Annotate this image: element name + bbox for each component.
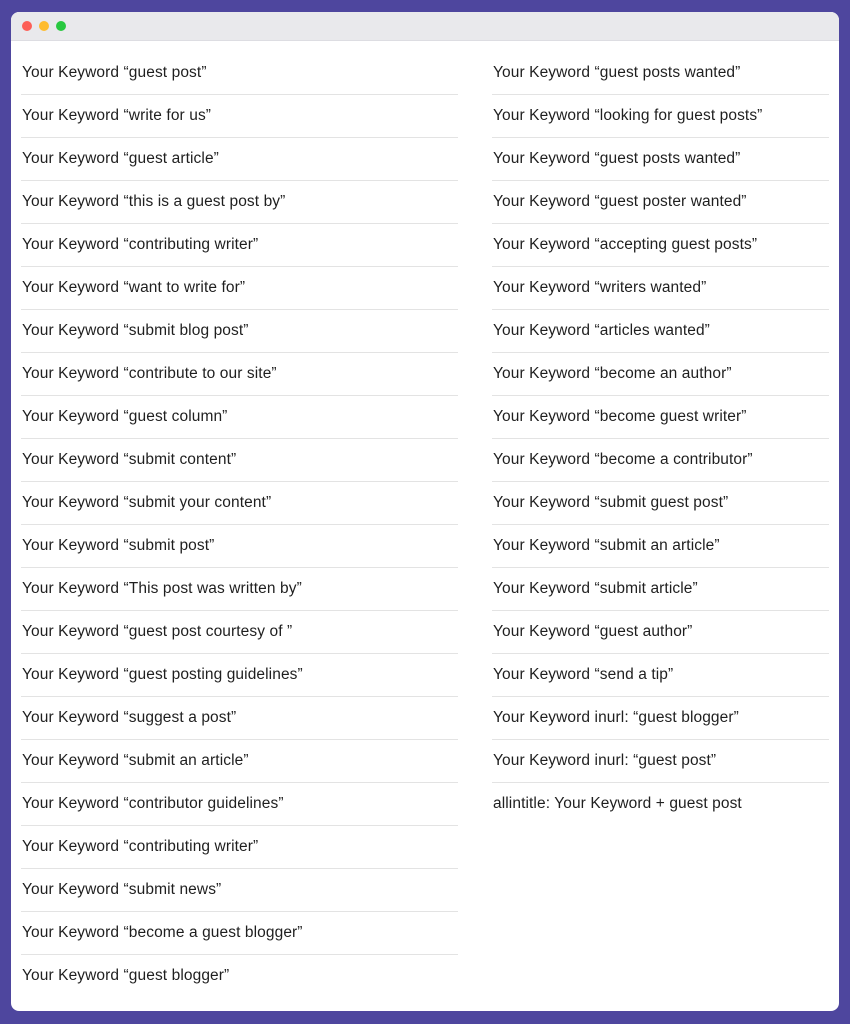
list-item xyxy=(492,396,829,439)
list-item xyxy=(492,224,829,267)
keyword-text: Your Keyword inurl: “guest blogger” xyxy=(493,709,739,726)
keyword-text: Your Keyword “submit your content” xyxy=(22,494,272,511)
list-item xyxy=(21,353,458,396)
keyword-text: Your Keyword “guest posts wanted” xyxy=(493,150,741,167)
list-item xyxy=(492,482,829,525)
list-item xyxy=(492,353,829,396)
maximize-window-button[interactable] xyxy=(56,21,66,31)
list-item xyxy=(492,138,829,181)
keyword-text: Your Keyword “become a guest blogger” xyxy=(22,924,303,941)
list-item xyxy=(21,439,458,482)
keyword-text: Your Keyword “contribute to our site” xyxy=(22,365,277,382)
keyword-text: Your Keyword “guest post” xyxy=(22,64,207,81)
keyword-text: Your Keyword “submit an article” xyxy=(22,752,249,769)
list-item xyxy=(492,611,829,654)
keyword-text: Your Keyword “accepting guest posts” xyxy=(493,236,758,253)
keyword-list-right xyxy=(492,52,829,825)
keyword-text: Your Keyword inurl: “guest post” xyxy=(493,752,717,769)
keyword-text: Your Keyword “suggest a post” xyxy=(22,709,237,726)
list-item xyxy=(492,310,829,353)
list-item xyxy=(492,740,829,783)
list-item xyxy=(21,869,458,912)
close-window-button[interactable] xyxy=(22,21,32,31)
keyword-text: Your Keyword “This post was written by” xyxy=(22,580,302,597)
keyword-text: Your Keyword “guest post courtesy of ” xyxy=(22,623,293,640)
keyword-text: Your Keyword “guest posting guidelines” xyxy=(22,666,303,683)
keyword-text: Your Keyword “send a tip” xyxy=(493,666,674,683)
list-item xyxy=(21,181,458,224)
list-item xyxy=(492,439,829,482)
list-item xyxy=(21,740,458,783)
list-item xyxy=(21,611,458,654)
keyword-text: Your Keyword “contributor guidelines” xyxy=(22,795,284,812)
minimize-window-button[interactable] xyxy=(39,21,49,31)
keyword-text: Your Keyword “guest posts wanted” xyxy=(493,64,741,81)
list-item xyxy=(492,783,829,825)
keyword-text: Your Keyword “submit article” xyxy=(493,580,698,597)
list-item xyxy=(492,181,829,224)
keyword-text: Your Keyword “write for us” xyxy=(22,107,212,124)
keyword-text: Your Keyword “want to write for” xyxy=(22,279,246,296)
list-item xyxy=(21,224,458,267)
keyword-text: Your Keyword “guest blogger” xyxy=(22,967,230,984)
keyword-text: Your Keyword “guest poster wanted” xyxy=(493,193,747,210)
keyword-text: Your Keyword “submit blog post” xyxy=(22,322,249,339)
list-item xyxy=(21,826,458,869)
list-item xyxy=(21,310,458,353)
list-item xyxy=(21,396,458,439)
list-item xyxy=(21,267,458,310)
list-item xyxy=(492,568,829,611)
keyword-text: Your Keyword “become a contributor” xyxy=(493,451,753,468)
list-item xyxy=(21,52,458,95)
keyword-list-left xyxy=(21,52,458,997)
list-item xyxy=(21,568,458,611)
list-item xyxy=(492,697,829,740)
list-item xyxy=(492,654,829,697)
keyword-text: Your Keyword “articles wanted” xyxy=(493,322,710,339)
list-item xyxy=(492,525,829,568)
list-item xyxy=(21,955,458,997)
keyword-text: Your Keyword “submit content” xyxy=(22,451,237,468)
list-item xyxy=(21,525,458,568)
keyword-text: Your Keyword “writers wanted” xyxy=(493,279,707,296)
list-item xyxy=(21,697,458,740)
app-window xyxy=(11,12,839,1011)
list-item xyxy=(492,267,829,310)
title-bar xyxy=(11,12,839,41)
keyword-text: Your Keyword “this is a guest post by” xyxy=(22,193,286,210)
list-item xyxy=(21,654,458,697)
keyword-text: Your Keyword “contributing writer” xyxy=(22,838,259,855)
list-item xyxy=(21,912,458,955)
keyword-text: Your Keyword “submit guest post” xyxy=(493,494,729,511)
list-item xyxy=(492,52,829,95)
list-item xyxy=(21,482,458,525)
keyword-text: allintitle: Your Keyword + guest post xyxy=(493,795,742,812)
list-item xyxy=(21,138,458,181)
keyword-text: Your Keyword “looking for guest posts” xyxy=(493,107,763,124)
keyword-text: Your Keyword “submit an article” xyxy=(493,537,720,554)
list-item xyxy=(492,95,829,138)
keyword-text: Your Keyword “submit news” xyxy=(22,881,222,898)
keyword-text: Your Keyword “guest author” xyxy=(493,623,693,640)
keyword-text: Your Keyword “guest article” xyxy=(22,150,219,167)
keyword-text: Your Keyword “guest column” xyxy=(22,408,228,425)
keyword-text: Your Keyword “submit post” xyxy=(22,537,215,554)
keyword-text: Your Keyword “become an author” xyxy=(493,365,732,382)
keyword-text: Your Keyword “become guest writer” xyxy=(493,408,747,425)
list-item xyxy=(21,95,458,138)
list-item xyxy=(21,783,458,826)
keyword-text: Your Keyword “contributing writer” xyxy=(22,236,259,253)
